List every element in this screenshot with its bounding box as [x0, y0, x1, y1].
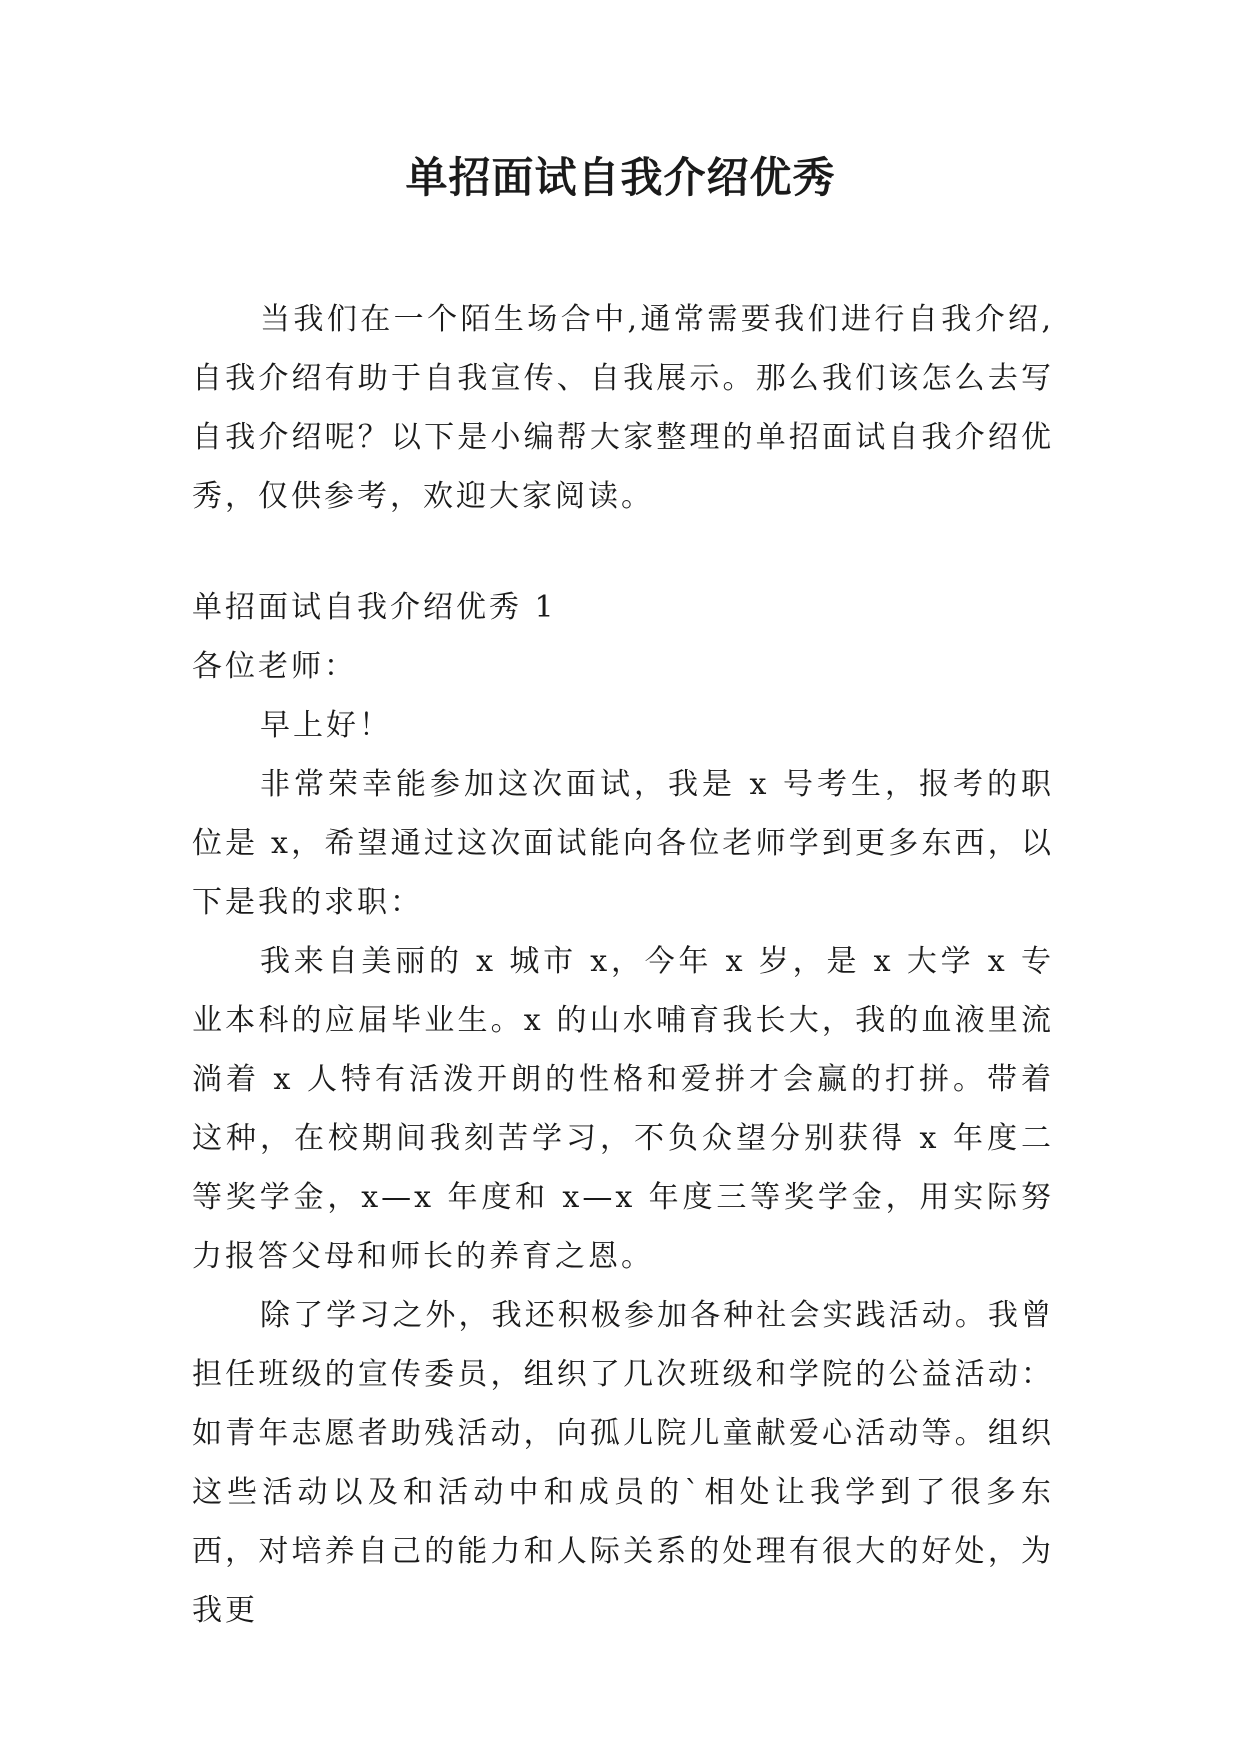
- body-paragraph: 非常荣幸能参加这次面试，我是 x 号考生，报考的职位是 x，希望通过这次面试能向各位老师学到更多东西，以下是我的求职：: [192, 767, 1054, 920]
- body-paragraph: 我来自美丽的 x 城市 x，今年 x 岁，是 x 大学 x 专业本科的应届毕业生。x 的山水哺育我长大，我的血液里流淌着 x 人特有活泼开朗的性格和爱拼才会赢的打拼。带着这种，在校期间我刻苦学习，不负众望分别获得 x 年度二等奖学金，x—x 年度和 x—x 年度三等奖学金，用实际努力报答父母和师长的养育之恩。: [192, 944, 1054, 1274]
- section-heading: 单招面试自我介绍优秀 1: [192, 590, 557, 625]
- document-body: [192, 290, 1054, 1640]
- greeting: 早上好！: [260, 708, 392, 743]
- document-title: 单招面试自我介绍优秀: [405, 153, 836, 202]
- body-paragraph: 除了学习之外，我还积极参加各种社会实践活动。我曾担任班级的宣传委员，组织了几次班级和学院的公益活动：如青年志愿者助残活动，向孤儿院儿童献爱心活动等。组织这些活动以及和活动中和成员的`相处让我学到了很多东西，对培养自己的能力和人际关系的处理有很大的好处，为我更: [192, 1298, 1054, 1628]
- salutation: 各位老师：: [192, 649, 357, 684]
- intro-paragraph: 当我们在一个陌生场合中,通常需要我们进行自我介绍,自我介绍有助于自我宣传、自我展示。那么我们该怎么去写自我介绍呢？以下是小编帮大家整理的单招面试自我介绍优秀，仅供参考，欢迎大家阅读。: [192, 302, 1054, 514]
- section-gap: [192, 526, 1054, 578]
